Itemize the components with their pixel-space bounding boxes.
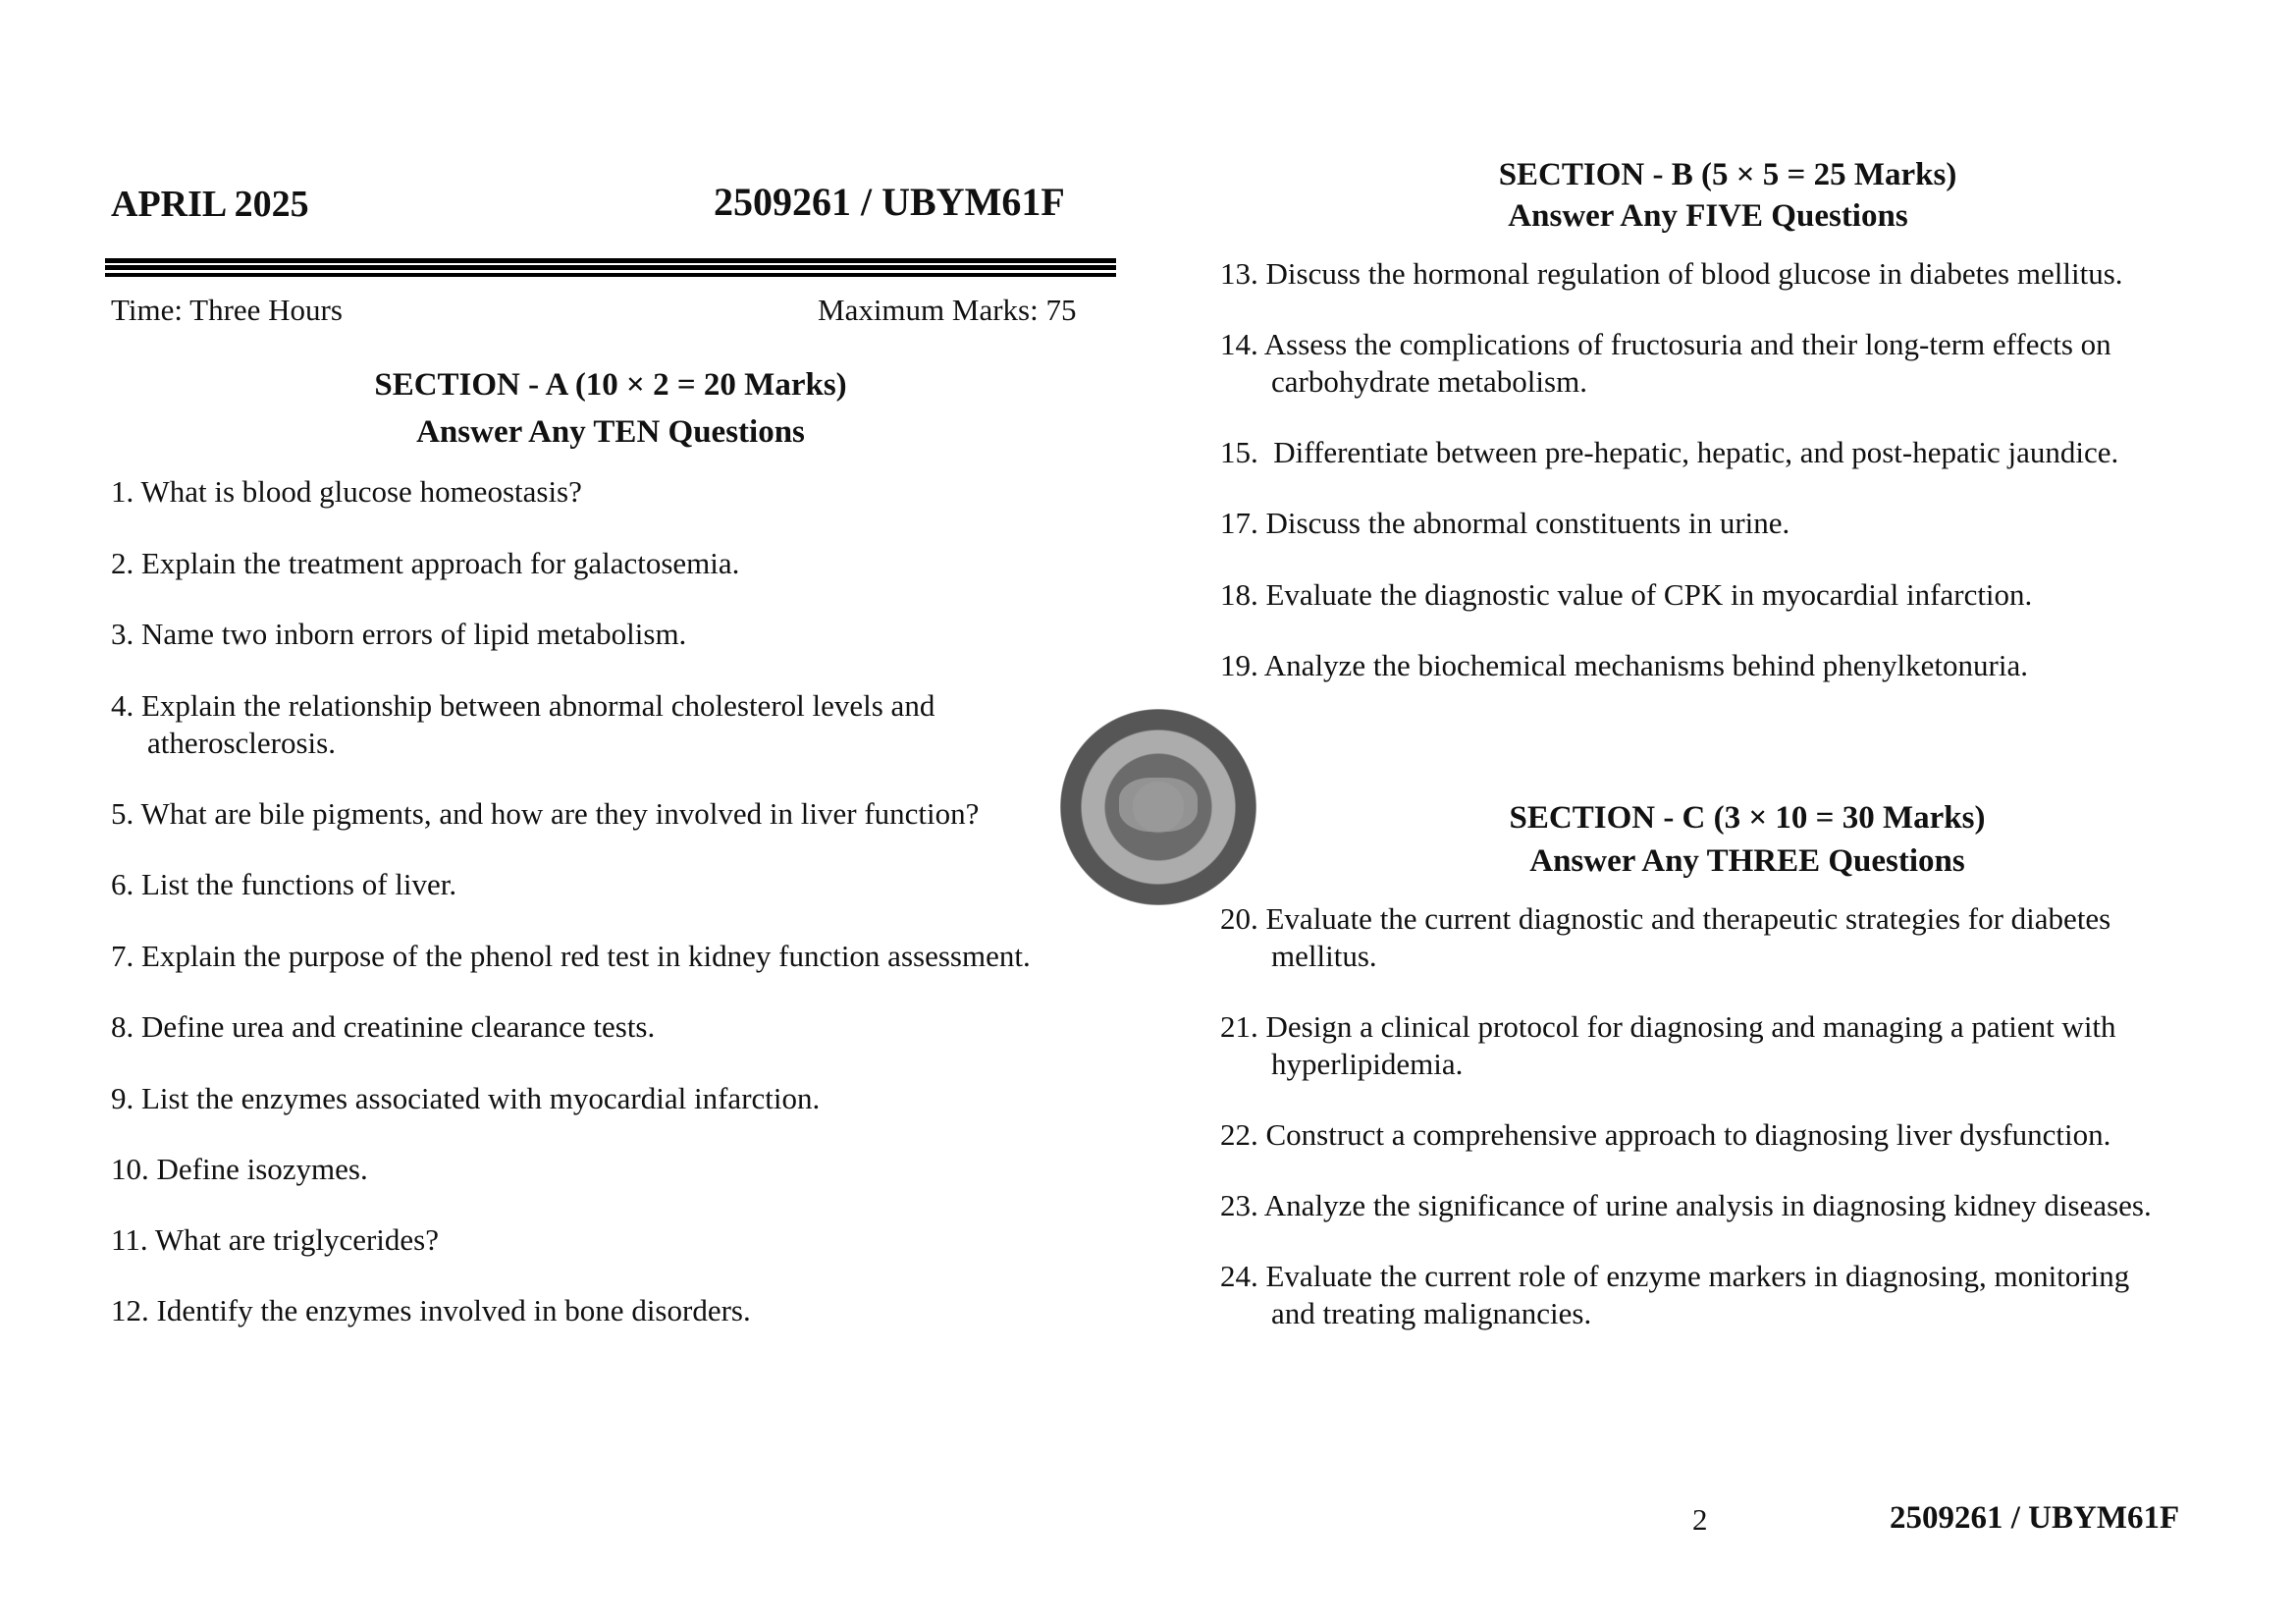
question-7: 7. Explain the purpose of the phenol red test in kidney function assessment. <box>111 939 1031 973</box>
section-c-instruction: Answer Any THREE Questions <box>1529 843 1965 879</box>
question-4: 4. Explain the relationship between abnormal cholesterol levels and atherosclerosis. <box>111 688 935 760</box>
page-number: 2 <box>1692 1502 1708 1537</box>
footer-paper-code: 2509261 / UBYM61F <box>1890 1500 2180 1536</box>
question-12: 12. Identify the enzymes involved in bone disorders. <box>111 1293 751 1327</box>
question-3: 3. Name two inborn errors of lipid metabolism. <box>111 617 687 651</box>
question-20: 20. Evaluate the current diagnostic and therapeutic strategies for diabetes mellitus. <box>1220 901 2111 973</box>
exam-date: APRIL 2025 <box>111 184 309 225</box>
question-13: 13. Discuss the hormonal regulation of blood glucose in diabetes mellitus. <box>1220 256 2123 291</box>
question-2: 2. Explain the treatment approach for galactosemia. <box>111 546 740 580</box>
question-23: 23. Analyze the significance of urine analysis in diagnosing kidney diseases. <box>1220 1188 2152 1222</box>
paper-code: 2509261 / UBYM61F <box>714 180 1065 224</box>
question-21: 21. Design a clinical protocol for diagnosing and managing a patient with hyperlipidemia. <box>1220 1009 2116 1081</box>
question-9: 9. List the enzymes associated with myocardial infarction. <box>111 1081 821 1115</box>
section-a-instruction: Answer Any TEN Questions <box>416 414 805 450</box>
header-rule-3 <box>105 273 1116 277</box>
header-rule-2 <box>105 265 1116 270</box>
question-8: 8. Define urea and creatinine clearance tests. <box>111 1009 656 1044</box>
header-rule-1 <box>105 258 1116 263</box>
exam-duration: Time: Three Hours <box>111 293 343 327</box>
section-c-title: SECTION - C (3 × 10 = 30 Marks) <box>1509 800 1986 836</box>
question-14: 14. Assess the complications of fructosuria and their long-term effects on carbohydrate metabolism. <box>1220 327 2111 399</box>
maximum-marks: Maximum Marks: 75 <box>818 293 1077 327</box>
question-19: 19. Analyze the biochemical mechanisms behind phenylketonuria. <box>1220 648 2028 682</box>
seal-emblem <box>1119 778 1198 832</box>
section-b-title: SECTION - B (5 × 5 = 25 Marks) <box>1498 157 1957 192</box>
question-17: 17. Discuss the abnormal constituents in urine. <box>1220 506 1790 540</box>
university-seal-icon <box>1060 709 1256 905</box>
question-5: 5. What are bile pigments, and how are they involved in liver function? <box>111 796 980 831</box>
question-6: 6. List the functions of liver. <box>111 867 457 901</box>
question-1: 1. What is blood glucose homeostasis? <box>111 474 582 509</box>
question-18: 18. Evaluate the diagnostic value of CPK in myocardial infarction. <box>1220 577 2033 612</box>
question-22: 22. Construct a comprehensive approach to diagnosing liver dysfunction. <box>1220 1117 2111 1152</box>
question-24: 24. Evaluate the current role of enzyme markers in diagnosing, monitoring and treating malignancies. <box>1220 1259 2130 1330</box>
question-15: 15. Differentiate between pre-hepatic, hepatic, and post-hepatic jaundice. <box>1220 435 2119 469</box>
section-b-instruction: Answer Any FIVE Questions <box>1508 198 1908 234</box>
question-10: 10. Define isozymes. <box>111 1152 368 1186</box>
question-11: 11. What are triglycerides? <box>111 1222 439 1257</box>
section-a-title: SECTION - A (10 × 2 = 20 Marks) <box>374 367 847 403</box>
